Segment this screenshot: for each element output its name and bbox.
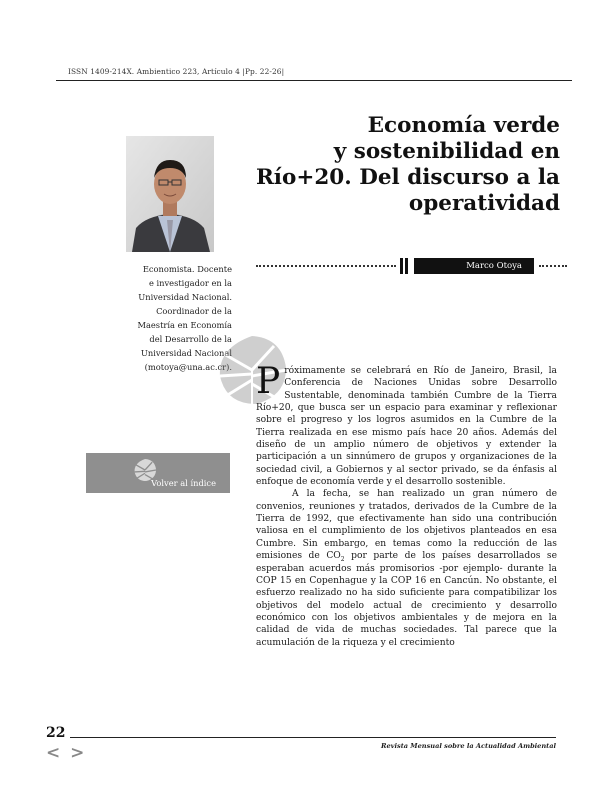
bio-line: Economista. Docente bbox=[142, 264, 232, 274]
author-name: Marco Otoya bbox=[414, 258, 534, 274]
article-title bbox=[230, 113, 560, 217]
journal-name: Revista Mensual sobre la Actualidad Ambiental bbox=[380, 742, 556, 750]
next-page-icon[interactable]: > bbox=[70, 743, 87, 763]
bio-line: Maestría en Economía bbox=[137, 320, 232, 330]
footer-divider bbox=[70, 737, 556, 738]
bar-ornament bbox=[400, 258, 410, 278]
dotted-rule-left bbox=[256, 265, 396, 267]
title-line: operatividad bbox=[408, 191, 560, 216]
title-line: Economía verde bbox=[367, 113, 560, 138]
page-number: 22 bbox=[46, 725, 66, 741]
paragraph-text: por parte de los países desarrollados se esperaban acuerdos más promisorios -por ejemplo- durante la COP 15 en Copenhague y la COP 16 en Cancún. No obstante, el esfuerzo realizado no ha sido suficiente para compatibilizar los objetivos del modelo actual de crecimiento y desarrollo económico con los objetivos ambientales y de mejora en la calidad de vida de muchas sociedades. Tal parece que la acumulación de la riqueza y el crecimiento bbox=[256, 551, 557, 648]
paragraph-text: róximamente se celebrará en Río de Janeiro, Brasil, la Conferencia de Naciones Unidas sobre Desarrollo Sustentable, denominada también Cumbre de la Tierra Río+20, que busca ser un espacio para examinar y reflexionar sobre el progreso y los logros asumidos en la Cumbre de la Tierra realizada en ese mismo país hace 20 años. Además del diseño de un amplio número de objetivos y extender la participación a un sinnúmero de grupos y organizaciones de la sociedad civil, a Gobiernos y al sector privado, se da énfasis al enfoque de economía verde y el desarrollo sostenible. bbox=[256, 366, 557, 488]
previous-page-icon[interactable]: < bbox=[46, 743, 63, 763]
paragraph-text: A la fecha, se han realizado un gran número de convenios, reuniones y tratados, derivados de la Cumbre de la Tierra de 1992, que efectivamente han sido una contribución valiosa en el cumplimiento de los objetivos planteados en esa Cumbre. Sin embargo, en temas como la reducción de las emisiones de CO bbox=[256, 489, 557, 562]
drop-cap: P bbox=[256, 361, 281, 402]
back-to-index-button[interactable] bbox=[86, 453, 230, 493]
header-divider bbox=[56, 80, 572, 81]
citation-header: ISSN 1409-214X. Ambientico 223, Artículo 4 |Pp. 22-26| bbox=[68, 67, 285, 76]
bio-line: Coordinador de la bbox=[156, 306, 232, 316]
article-body bbox=[256, 361, 557, 649]
bio-line: del Desarrollo de la bbox=[149, 334, 232, 344]
page-nav bbox=[46, 743, 86, 763]
back-to-index-label: Volver al índice bbox=[151, 478, 216, 488]
paragraph bbox=[256, 488, 557, 648]
dotted-rule-right bbox=[539, 265, 567, 267]
author-photo bbox=[126, 136, 214, 252]
bio-line: Universidad Nacional bbox=[140, 348, 232, 358]
bio-line: (motoya@una.ac.cr). bbox=[144, 362, 232, 372]
paragraph bbox=[256, 361, 557, 488]
bio-line: Universidad Nacional. bbox=[138, 292, 232, 302]
author-bar bbox=[256, 257, 568, 275]
title-line: Río+20. Del discurso a la bbox=[255, 165, 560, 190]
bio-line: e investigador en la bbox=[148, 278, 232, 288]
title-line: y sostenibilidad en bbox=[333, 139, 560, 164]
subscript: 2 bbox=[340, 555, 345, 563]
